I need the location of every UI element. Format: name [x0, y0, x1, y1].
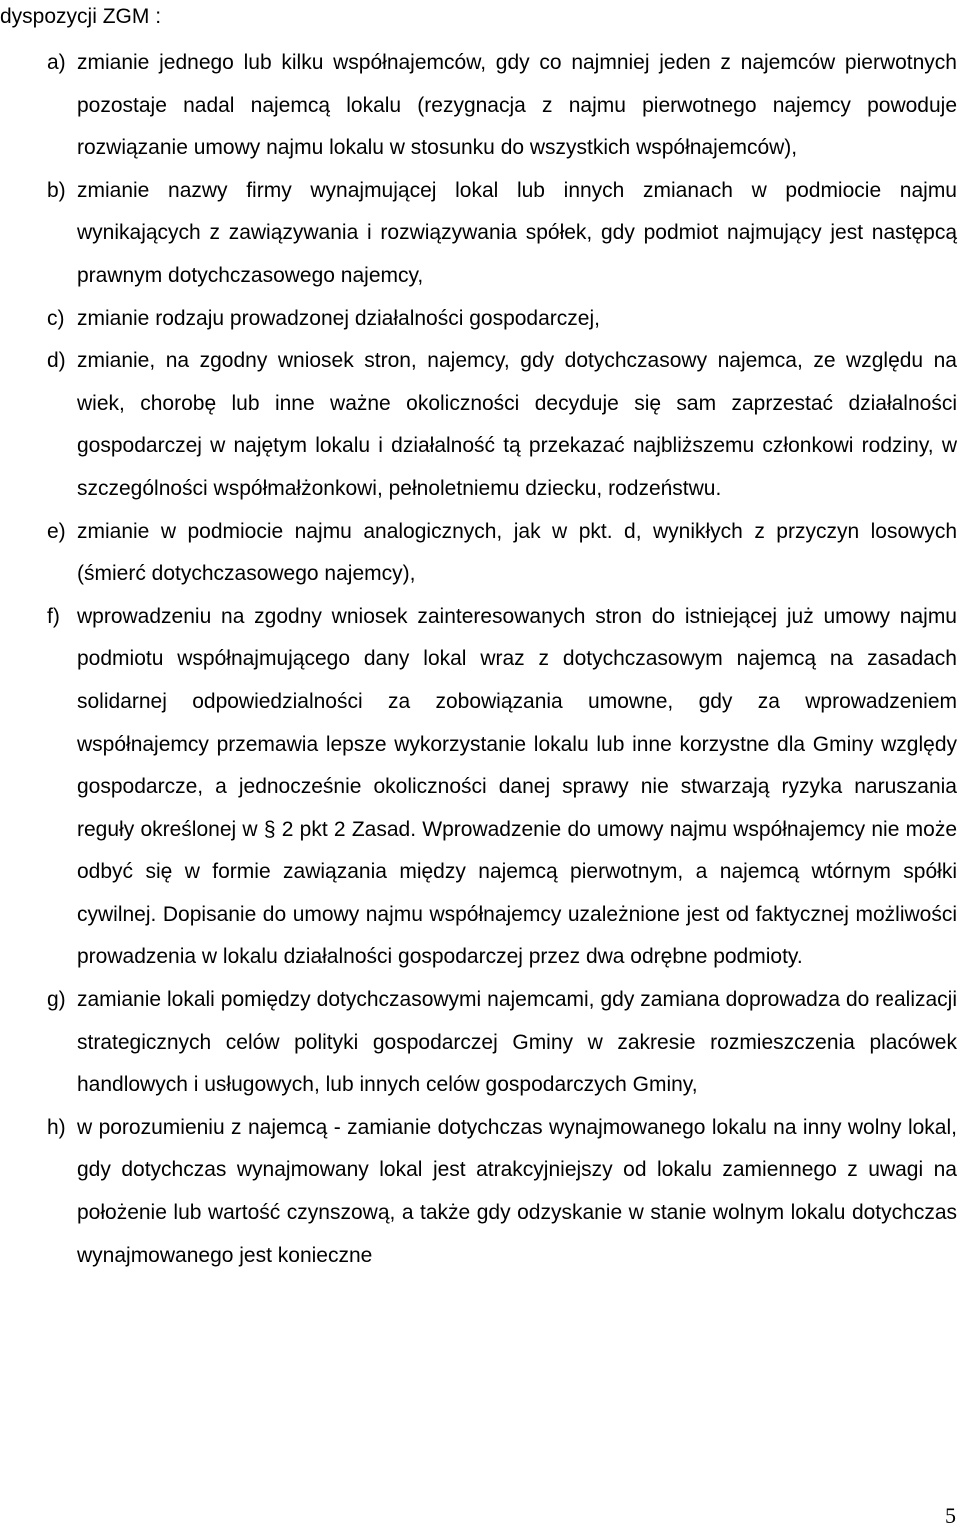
- item-text: zmianie rodzaju prowadzonej działalności gospodarczej,: [77, 306, 600, 330]
- item-text: zamianie lokali pomiędzy dotychczasowymi najemcami, gdy zamiana doprowadza do realizacji strategicznych celów polityki gospodarczej Gminy w zakresie rozmieszczenia placówek handlowych i usługowych, lub innych celów gospodarczych Gminy,: [77, 988, 957, 1097]
- item-text: w porozumieniu z najemcą - zamianie dotychczas wynajmowanego lokalu na inny wolny lokal, gdy dotychczas wynajmowany lokal jest atrakcyjniejszy od lokalu zamiennego z uwagi na położenie lub wartość czynszową, a także gdy odzyskanie w stanie wolnym lokalu dotychczas wynajmowanego jest konieczne: [77, 1115, 957, 1267]
- list-item: [0, 170, 960, 298]
- list-item: [0, 511, 960, 596]
- item-text: zmianie jednego lub kilku współnajemców, gdy co najmniej jeden z najemców pierwotnych pozostaje nadal najemcą lokalu (rezygnacja z najmu pierwotnego najemcy powoduje rozwiązanie umowy najmu lokalu w stosunku do wszystkich współnajemców),: [77, 51, 957, 160]
- item-text: zmianie nazwy firmy wynajmującej lokal lub innych zmianach w podmiocie najmu wynikających z zawiązywania i rozwiązywania spółek, gdy podmiot najmujący jest następcą prawnym dotychczasowego najemcy,: [77, 178, 957, 287]
- item-text: zmianie, na zgodny wniosek stron, najemcy, gdy dotychczasowy najemca, ze względu na wiek, chorobę lub inne ważne okoliczności decyduje się sam zaprzestać działalności gospodarczej w najętym lokalu i działalność tą przekazać najbliższemu członkowi rodziny, w szczególności współmałżonkowi, pełnoletniemu dziecku, rodzeństwu.: [77, 349, 957, 500]
- item-letter: c): [47, 306, 65, 330]
- item-letter: f): [47, 604, 60, 628]
- list-item: [0, 298, 960, 341]
- item-letter: b): [47, 178, 66, 202]
- item-letter: d): [47, 349, 66, 373]
- list-item: [0, 979, 960, 1107]
- list-item: [0, 340, 960, 510]
- list-item: [0, 42, 960, 170]
- list-item: [0, 596, 960, 979]
- provision-list: [0, 42, 960, 1277]
- item-letter: g): [47, 988, 66, 1012]
- item-text: wprowadzeniu na zgodny wniosek zainteresowanych stron do istniejącej już umowy najmu podmiotu współnajmującego dany lokal wraz z dotychczasowym najemcą na zasadach solidarnej odpowiedzialności za zobowiązania umowne, gdy za wprowadzeniem współnajemcy przemawia lepsze wykorzystanie lokalu lub inne korzystne dla Gminy względy gospodarcze, a jednocześnie okoliczności danej sprawy nie stwarzają ryzyka naruszania reguły określonej w § 2 pkt 2 Zasad. Wprowadzenie do umowy najmu współnajemcy nie może odbyć się w formie zawiązania między najemcą pierwotnym, a najemcą wtórnym spółki cywilnej. Dopisanie do umowy najmu współnajemcy uzależnione jest od faktycznej możliwości prowadzenia w lokalu działalności gospodarczej przez dwa odrębne podmioty.: [77, 604, 957, 969]
- item-letter: h): [47, 1115, 66, 1139]
- intro-text: dyspozycji ZGM :: [0, 5, 162, 28]
- item-letter: e): [47, 519, 66, 543]
- list-item: [0, 1107, 960, 1277]
- item-letter: a): [47, 51, 66, 74]
- item-text: zmianie w podmiocie najmu analogicznych, jak w pkt. d, wynikłych z przyczyn losowych (śmierć dotychczasowego najemcy),: [77, 519, 957, 586]
- page-number: 5: [945, 1503, 956, 1528]
